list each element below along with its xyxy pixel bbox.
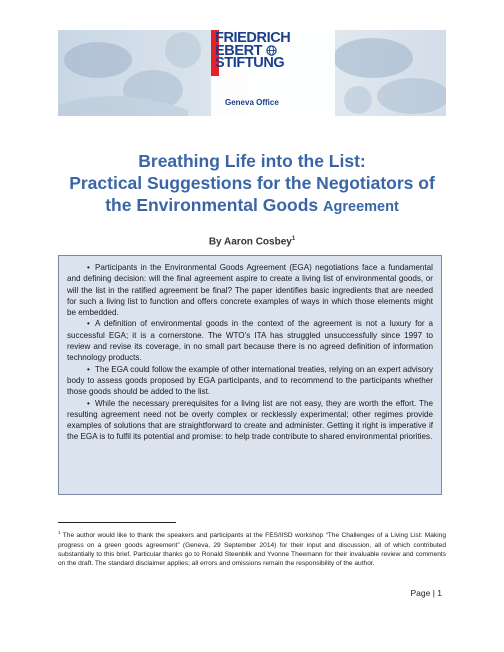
page-number: Page | 1	[410, 588, 442, 598]
globe-icon	[266, 45, 277, 56]
header-banner	[58, 30, 446, 116]
fes-logo	[211, 30, 335, 116]
title-line-3	[40, 194, 464, 218]
summary-item	[67, 262, 433, 318]
summary-item-text: While the necessary prerequisites for a living list are not easy, they are worth the effort. The resulting agreement need not be overly complex or recklessly experimental; other regimes provide examples of solutions that are straightforward to create and administer. Getting it right is imperative if the EGA is to fulfil its potential and promise: to help trade contribute to shared environmental priorities.	[67, 398, 433, 442]
summary-item-text: Participants in the Environmental Goods Agreement (EGA) negotiations face a fundamental and defining decision: will the final agreement aspire to create a living list of environmental goods, or will the list in the ratified agreement be final? The paper identifies basic ingredients that are needed for such a living list to function and offers concrete examples of ways in which those elements might be embedded.	[67, 263, 433, 318]
summary-item	[67, 398, 433, 443]
title-line-3-main: the Environmental Goods	[105, 195, 319, 215]
author-name: By Aaron Cosbey	[208, 236, 292, 248]
author-footnote-ref[interactable]: 1	[291, 236, 296, 242]
summary-item-text: The EGA could follow the example of other international treaties, relying on an expert advisory body to assess goods proposed by EGA participants, and to recommend to the participants whether those goods should be added to the list.	[67, 364, 433, 397]
bullet-icon: •	[87, 364, 90, 374]
bullet-icon: •	[87, 398, 90, 408]
footnote-number: 1	[58, 530, 61, 535]
document-title	[40, 150, 464, 218]
logo-line-1: FRIEDRICH	[215, 30, 291, 46]
title-line-1: Breathing Life into the List:	[138, 151, 366, 171]
bullet-icon: •	[87, 263, 90, 272]
footnote-divider	[58, 522, 176, 523]
summary-item-text: A definition of environmental goods in the context of the agreement is not a luxury for a successful EGA; it is a cornerstone. The WTO’s ITA has struggled unsuccessfully since 1997 to review and revise its coverage, in no small part because there is no agreed definition of information technology products.	[67, 319, 433, 363]
title-line-3-small: Agreement	[323, 199, 399, 215]
logo-line-2-text: EBERT	[215, 42, 263, 59]
footnote-text: The author would like to thank the speakers and participants at the FES/IISD workshop “The Challenges of a Living List: Making progress on a green goods agreement” (Geneva, 29 September 2014) for their input and discussion, all of which contributed substantially to this brief. Particular thanks go to Ronald Steenblik and Yvonne Theemann for their invaluable review and comments on the draft. The standard disclaimer applies; all errors and omissions remain the responsibility of the author.	[58, 532, 447, 568]
summary-box	[58, 255, 442, 495]
footnote	[58, 528, 446, 569]
author-byline	[0, 236, 504, 247]
logo-wordmark	[215, 32, 333, 70]
title-line-2: Practical Suggestions for the Negotiators of	[69, 173, 435, 193]
logo-line-3: STIFTUNG	[215, 55, 285, 71]
summary-item	[67, 318, 433, 363]
summary-item	[67, 364, 433, 398]
bullet-icon: •	[87, 319, 90, 329]
office-label: Geneva Office	[225, 98, 279, 107]
